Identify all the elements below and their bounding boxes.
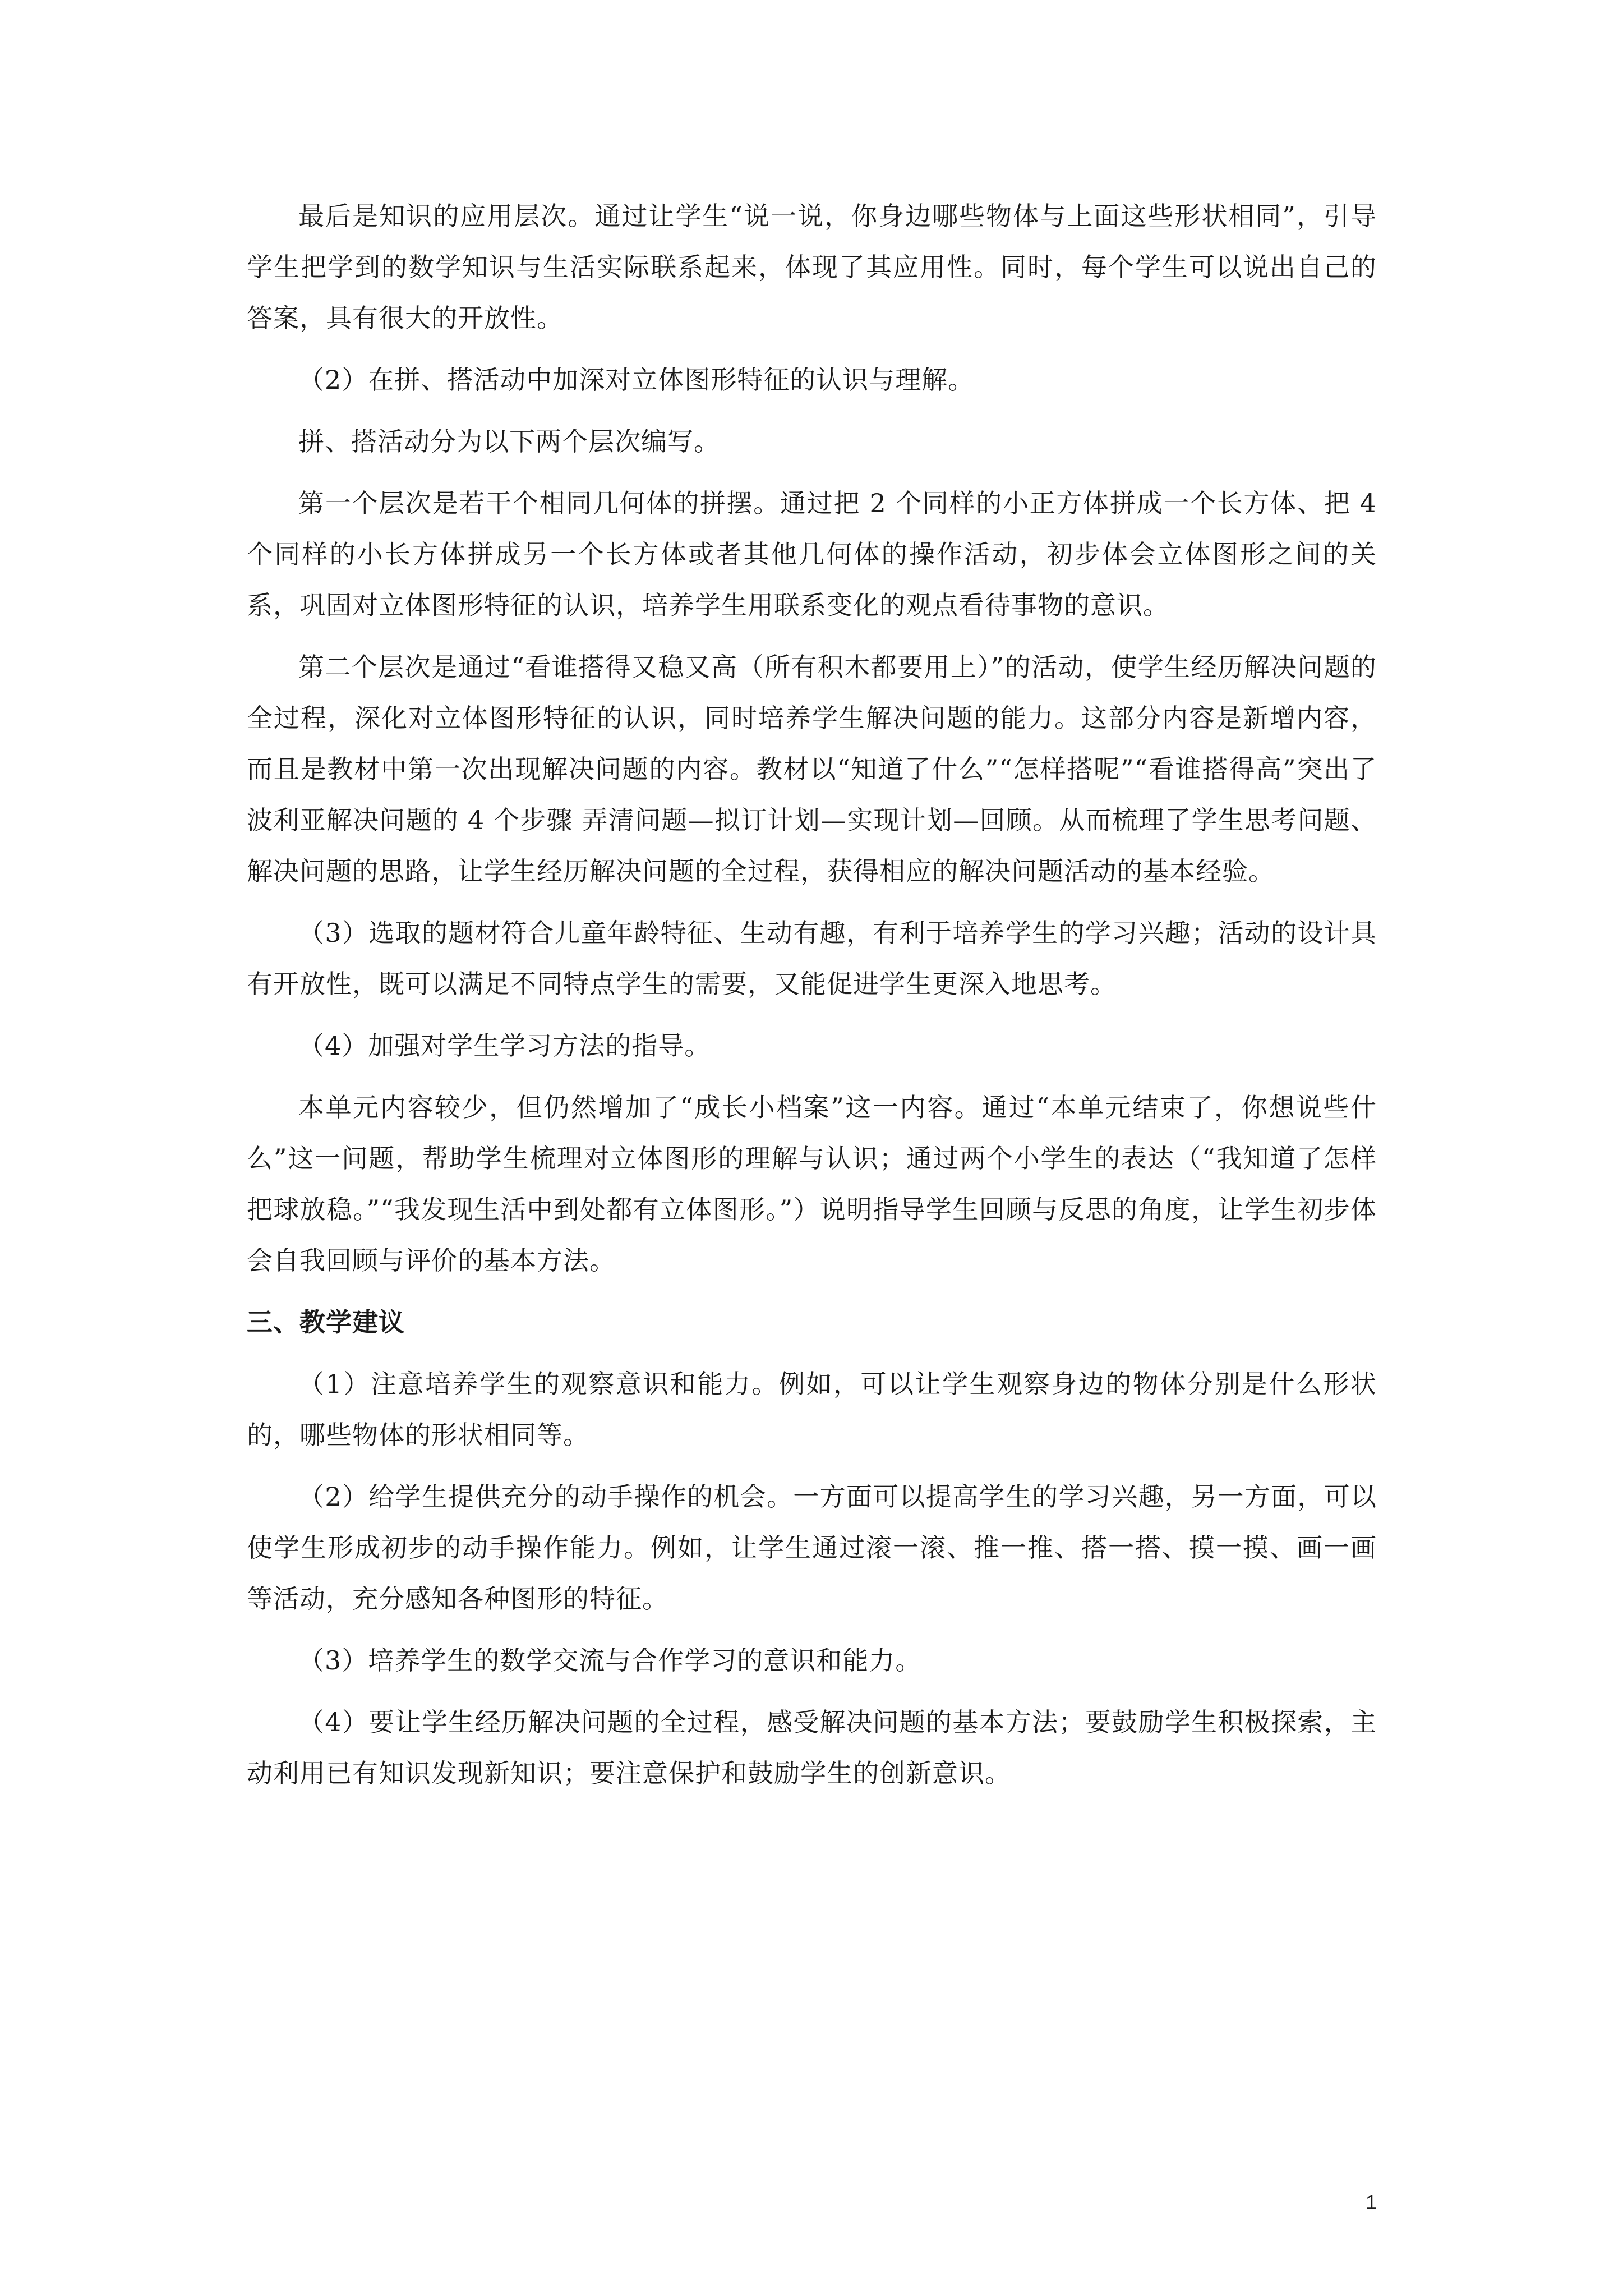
paragraph: 第二个层次是通过“看谁搭得又稳又高（所有积木都要用上）”的活动，使学生经历解决问题的全过程，深化对立体图形特征的认识，同时培养学生解决问题的能力。这部分内容是新增内容，而且是教材中第一次出现解决问题的内容。教材以“知道了什么”“怎样搭呢”“看谁搭得高”突出了波利亚解决问题的 4 个步骤 弄清问题—拟订计划—实现计划—回顾。从而梳理了学生思考问题、解决问题的思路，让学生经历解决问题的全过程，获得相应的解决问题活动的基本经验。 <box>247 652 1377 886</box>
page-number: 1 <box>1366 2191 1377 2214</box>
page-content <box>247 191 1377 1810</box>
paragraph: 拼、搭活动分为以下两个层次编写。 <box>298 426 720 457</box>
paragraph: （2）在拼、搭活动中加深对立体图形特征的认识与理解。 <box>298 365 975 395</box>
paragraph: （3）培养学生的数学交流与合作学习的意识和能力。 <box>298 1645 922 1676</box>
paragraph: 第一个层次是若干个相同几何体的拼摆。通过把 2 个同样的小正方体拼成一个长方体、把 4 个同样的小长方体拼成另一个长方体或者其他几何体的操作活动，初步体会立体图形之间的关系，巩固对立体图形特征的认识，培养学生用联系变化的观点看待事物的意识。 <box>247 488 1377 620</box>
paragraph: （1）注意培养学生的观察意识和能力。例如，可以让学生观察身边的物体分别是什么形状的，哪些物体的形状相同等。 <box>247 1369 1377 1450</box>
paragraph: （3）选取的题材符合儿童年龄特征、生动有趣，有利于培养学生的学习兴趣；活动的设计具有开放性，既可以满足不同特点学生的需要，又能促进学生更深入地思考。 <box>247 918 1377 999</box>
paragraph: 本单元内容较少，但仍然增加了“成长小档案”这一内容。通过“本单元结束了，你想说些什么”这一问题，帮助学生梳理对立体图形的理解与认识；通过两个小学生的表达（“我知道了怎样把球放稳。”“我发现生活中到处都有立体图形。”）说明指导学生回顾与反思的角度，让学生初步体会自我回顾与评价的基本方法。 <box>247 1092 1377 1276</box>
section-heading: 三、教学建议 <box>247 1307 405 1337</box>
paragraph: 最后是知识的应用层次。通过让学生“说一说，你身边哪些物体与上面这些形状相同”，引导学生把学到的数学知识与生活实际联系起来，体现了其应用性。同时，每个学生可以说出自己的答案，具有很大的开放性。 <box>247 201 1377 333</box>
paragraph: （4）加强对学生学习方法的指导。 <box>298 1030 711 1061</box>
paragraph: （4）要让学生经历解决问题的全过程，感受解决问题的基本方法；要鼓励学生积极探索，主动利用已有知识发现新知识；要注意保护和鼓励学生的创新意识。 <box>247 1707 1377 1788</box>
paragraph: （2）给学生提供充分的动手操作的机会。一方面可以提高学生的学习兴趣，另一方面，可以使学生形成初步的动手操作能力。例如，让学生通过滚一滚、推一推、搭一搭、摸一摸、画一画等活动，充分感知各种图形的特征。 <box>247 1481 1377 1614</box>
